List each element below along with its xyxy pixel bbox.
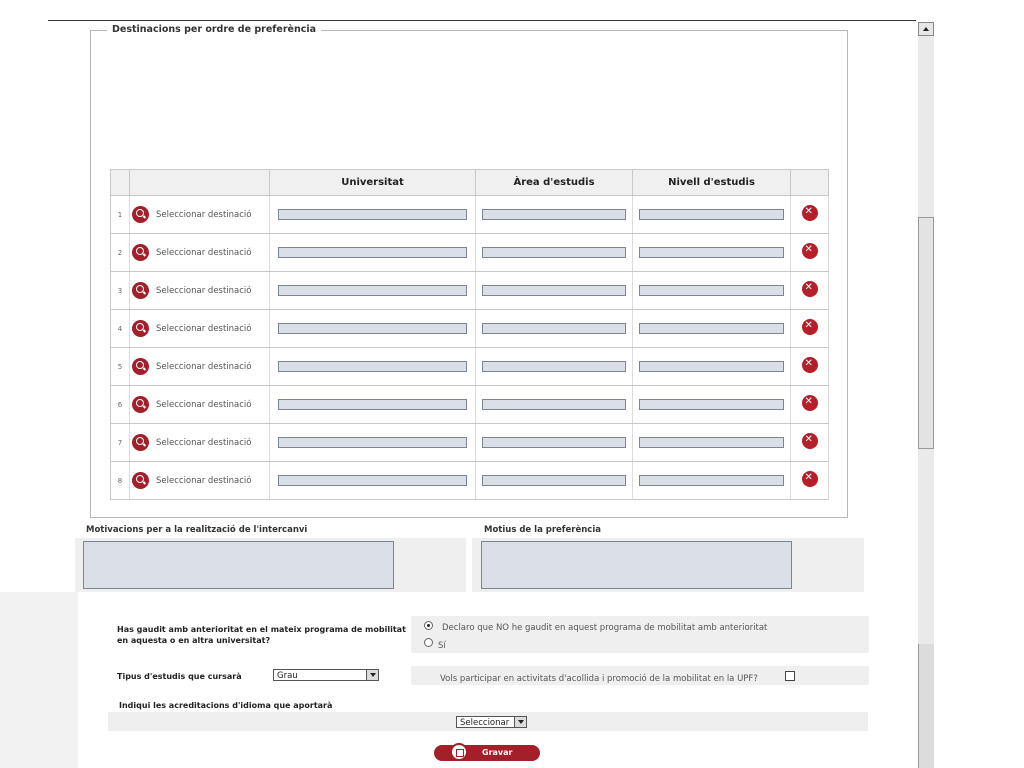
universitat-field[interactable] xyxy=(278,361,467,372)
row-number: 2 xyxy=(111,234,130,272)
chevron-down-icon xyxy=(366,670,378,680)
search-icon[interactable] xyxy=(132,472,149,489)
area-estudis-field[interactable] xyxy=(482,323,626,334)
study-type-value: Grau xyxy=(277,671,298,681)
search-icon[interactable] xyxy=(132,244,149,261)
nivell-estudis-field[interactable] xyxy=(639,361,783,372)
row-number: 4 xyxy=(111,310,130,348)
col-area-estudis: Àrea d'estudis xyxy=(476,170,633,196)
table-row xyxy=(111,310,829,348)
table-row xyxy=(111,196,829,234)
select-destination-link[interactable]: Seleccionar destinació xyxy=(156,247,252,258)
row-number: 3 xyxy=(111,272,130,310)
nivell-estudis-field[interactable] xyxy=(639,399,783,410)
row-number: 1 xyxy=(111,196,130,234)
delete-icon[interactable] xyxy=(802,357,818,373)
area-estudis-field[interactable] xyxy=(482,437,626,448)
languages-select-value: Seleccionar xyxy=(460,718,510,728)
delete-icon[interactable] xyxy=(802,243,818,259)
scrollbar-thumb[interactable] xyxy=(918,217,934,449)
universitat-field[interactable] xyxy=(278,209,467,220)
delete-icon[interactable] xyxy=(802,471,818,487)
vertical-scrollbar[interactable] xyxy=(918,22,934,768)
select-destination-cell[interactable] xyxy=(130,310,270,348)
scroll-up-arrow-icon[interactable] xyxy=(918,22,934,36)
study-type-select[interactable] xyxy=(273,669,379,681)
nivell-estudis-field[interactable] xyxy=(639,247,783,258)
search-icon[interactable] xyxy=(132,282,149,299)
destinations-legend: Destinacions per ordre de preferència xyxy=(107,24,321,35)
select-destination-link[interactable]: Seleccionar destinació xyxy=(156,475,252,486)
row-number: 8 xyxy=(111,462,130,500)
select-destination-link[interactable]: Seleccionar destinació xyxy=(156,285,252,296)
table-row xyxy=(111,462,829,500)
table-row xyxy=(111,234,829,272)
area-estudis-field[interactable] xyxy=(482,475,626,486)
delete-icon[interactable] xyxy=(802,205,818,221)
table-row xyxy=(111,424,829,462)
select-destination-link[interactable]: Seleccionar destinació xyxy=(156,437,252,448)
row-number: 5 xyxy=(111,348,130,386)
select-destination-cell[interactable] xyxy=(130,234,270,272)
preference-textarea[interactable] xyxy=(481,541,792,589)
motivations-label: Motivacions per a la realització de l'intercanvi xyxy=(86,525,308,535)
motivations-textarea[interactable] xyxy=(83,541,394,589)
select-destination-cell[interactable] xyxy=(130,196,270,234)
area-estudis-field[interactable] xyxy=(482,399,626,410)
preference-label: Motius de la preferència xyxy=(484,525,601,535)
destinations-table xyxy=(110,169,829,500)
area-estudis-field[interactable] xyxy=(482,247,626,258)
area-estudis-field[interactable] xyxy=(482,209,626,220)
universitat-field[interactable] xyxy=(278,285,467,296)
search-icon[interactable] xyxy=(132,358,149,375)
select-destination-link[interactable]: Seleccionar destinació xyxy=(156,399,252,410)
select-destination-link[interactable]: Seleccionar destinació xyxy=(156,323,252,334)
top-divider xyxy=(48,20,916,21)
universitat-field[interactable] xyxy=(278,437,467,448)
select-destination-cell[interactable] xyxy=(130,386,270,424)
search-icon[interactable] xyxy=(132,206,149,223)
nivell-estudis-field[interactable] xyxy=(639,285,783,296)
search-icon[interactable] xyxy=(132,320,149,337)
scrollbar-lower-thumb[interactable] xyxy=(918,644,934,768)
row-number: 6 xyxy=(111,386,130,424)
select-destination-cell[interactable] xyxy=(130,462,270,500)
search-icon[interactable] xyxy=(132,396,149,413)
delete-icon[interactable] xyxy=(802,319,818,335)
area-estudis-field[interactable] xyxy=(482,285,626,296)
activities-checkbox[interactable] xyxy=(785,671,795,681)
table-row xyxy=(111,272,829,310)
nivell-estudis-field[interactable] xyxy=(639,209,783,220)
nivell-estudis-field[interactable] xyxy=(639,323,783,334)
select-destination-link[interactable]: Seleccionar destinació xyxy=(156,209,252,220)
prior-mobility-question: Has gaudit amb anterioritat en el mateix programa de mobilitat en aquesta o en altra universitat? xyxy=(117,625,406,645)
save-icon xyxy=(450,743,468,761)
universitat-field[interactable] xyxy=(278,247,467,258)
languages-select[interactable] xyxy=(456,716,527,728)
search-icon[interactable] xyxy=(132,434,149,451)
study-type-label: Tipus d'estudis que cursarà xyxy=(117,672,242,681)
table-row xyxy=(111,348,829,386)
prior-mobility-options xyxy=(411,616,869,653)
select-destination-cell[interactable] xyxy=(130,272,270,310)
select-destination-link[interactable]: Seleccionar destinació xyxy=(156,361,252,372)
radio-no-prior-mobility[interactable] xyxy=(424,621,433,630)
col-nivell-estudis: Nivell d'estudis xyxy=(633,170,791,196)
option-no-label: Declaro que NO he gaudit en aquest programa de mobilitat amb anterioritat xyxy=(442,623,768,633)
radio-yes-prior-mobility[interactable] xyxy=(424,638,433,647)
universitat-field[interactable] xyxy=(278,475,467,486)
table-row xyxy=(111,386,829,424)
save-button-label: Gravar xyxy=(482,748,513,757)
left-panel xyxy=(0,592,78,768)
row-number: 7 xyxy=(111,424,130,462)
languages-label: Indiqui les acreditacions d'idioma que aportarà xyxy=(119,701,333,710)
table-header xyxy=(111,170,829,196)
select-destination-cell[interactable] xyxy=(130,348,270,386)
col-universitat: Universitat xyxy=(270,170,476,196)
universitat-field[interactable] xyxy=(278,323,467,334)
universitat-field[interactable] xyxy=(278,399,467,410)
delete-icon[interactable] xyxy=(802,395,818,411)
nivell-estudis-field[interactable] xyxy=(639,437,783,448)
activities-label: Vols participar en activitats d'acollida i promoció de la mobilitat en la UPF? xyxy=(440,674,758,684)
option-yes-label: Sí xyxy=(438,641,446,651)
select-destination-cell[interactable] xyxy=(130,424,270,462)
delete-icon[interactable] xyxy=(802,433,818,449)
delete-icon[interactable] xyxy=(802,281,818,297)
chevron-down-icon xyxy=(514,717,526,727)
nivell-estudis-field[interactable] xyxy=(639,475,783,486)
save-button[interactable] xyxy=(434,745,540,761)
area-estudis-field[interactable] xyxy=(482,361,626,372)
